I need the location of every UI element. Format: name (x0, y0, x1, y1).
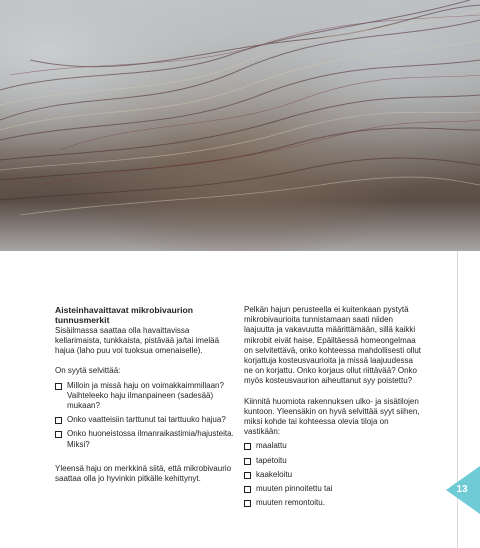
checkbox-icon (244, 500, 251, 507)
question-list (55, 381, 235, 450)
page-number: 13 (456, 484, 468, 495)
mold-texture (0, 0, 480, 251)
checkbox-icon (244, 458, 251, 465)
section-heading: Aisteinhavaittavat mikrobivaurion tunnusmerkit (55, 305, 194, 326)
checkbox-icon (244, 486, 251, 493)
intro-paragraph: Sisäilmassa saattaa olla havaittavissa kellarimaista, tunkkaista, pistävää ja/tai imelää hajua (laho puu voi tuoksua omenaiselle). (55, 325, 220, 356)
list-item: muuten pinnoitettu tai (244, 484, 424, 494)
left-column (55, 305, 235, 484)
right-paragraph-2: Kiinnitä huomiota rakennuksen ulko- ja sisätilojen kuntoon. Yleensäkin on hyvä selvittää syyt siihen, miksi kohde tai kohteessa olevia tiloja on vastikään: (244, 396, 420, 437)
lead-text: On syytä selvittää: (55, 366, 121, 376)
list-item: kaakeloitu (244, 470, 424, 480)
list-item: muuten remontoitu. (244, 498, 424, 508)
right-column (244, 305, 424, 508)
checkbox-icon (55, 417, 62, 424)
checkbox-icon (244, 443, 251, 450)
list-item: Onko vaatteisiin tarttunut tai tarttuuko hajua? (55, 415, 235, 425)
right-paragraph-1: Pelkän hajun perusteella ei kuitenkaan pystytä mikrobivaurioita tunnistamaan saati niiden laajuutta ja vakavuutta määrittämään, sillä kaikki mikrobit eivät haise. Epäiltäessä homeongelmaa on selvitettävä, onko kohteessa mahdollisesti ollut korjattuja kosteusvaurioita ja missä laajuudessa ne on korjattu. Onko korjaus ollut riittävää? Onko myös kosteusvaurion aiheuttanut syy poistettu? (244, 305, 421, 386)
checkbox-icon (244, 472, 251, 479)
closing-paragraph: Yleensä haju on merkkinä siitä, että mikrobivaurio saattaa olla jo hyvinkin pitkälle kehittynyt. (55, 463, 232, 484)
renovation-list (244, 441, 424, 508)
list-item: tapetoitu (244, 456, 424, 466)
list-item: maalattu (244, 441, 424, 451)
mold-photo (0, 0, 480, 251)
checkbox-icon (55, 383, 62, 390)
checkbox-icon (55, 431, 62, 438)
list-item: Onko huoneistossa ilmanraikastimia/hajusteita. Miksi? (55, 429, 235, 449)
list-item: Milloin ja missä haju on voimakkaimmillaan? Vaihteleeko haju ilmanpaineen (sadesää) mukaan? (55, 381, 235, 412)
